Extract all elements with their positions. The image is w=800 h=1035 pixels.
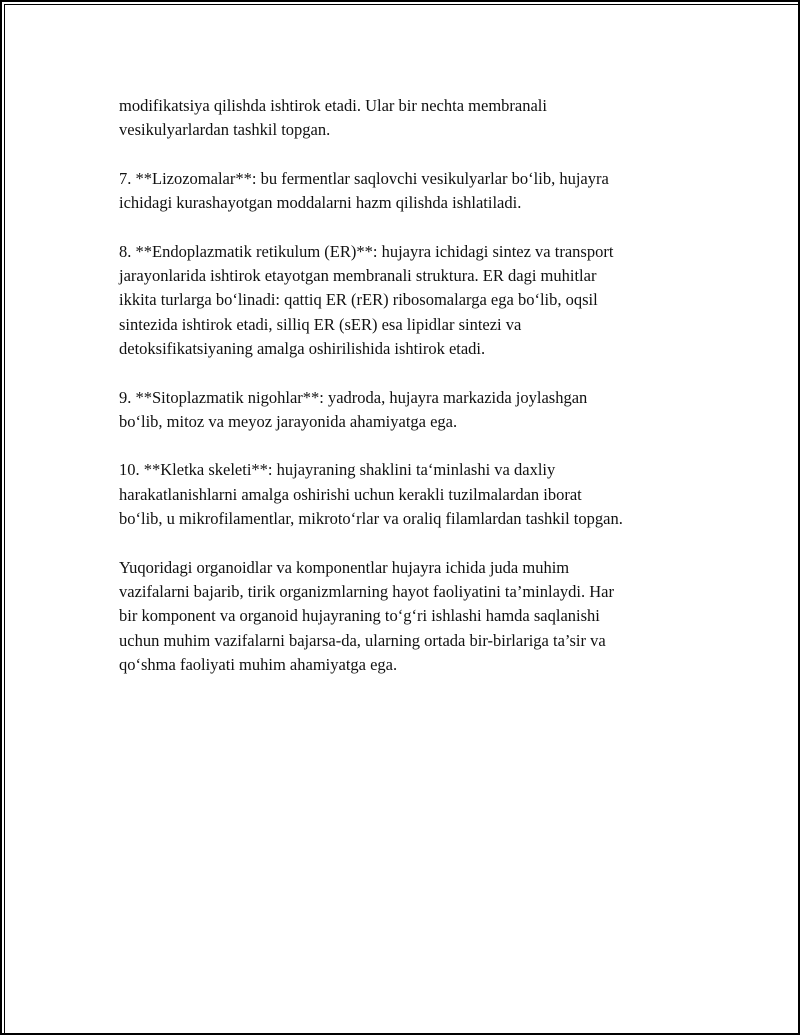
text-line: ichidagi kurashayotgan moddalarni hazm qilishda ishlatiladi. <box>119 193 522 213</box>
text-line: Yuqoridagi organoidlar va komponentlar hujayra ichida juda muhim <box>119 557 570 577</box>
paragraph-cytoplasmic-centrioles <box>119 386 699 435</box>
text-line: bo‘lib, u mikrofilamentlar, mikroto‘rlar va oraliq filamlardan tashkil topgan. <box>119 509 623 529</box>
text-line: qo‘shma faoliyati muhim ahamiyatga ega. <box>119 654 398 674</box>
paragraph-conclusion <box>119 556 699 677</box>
text-line: harakatlanishlarni amalga oshirishi uchun kerakli tuzilmalardan iborat <box>119 484 582 504</box>
text-line: ikkita turlarga bo‘linadi: qattiq ER (rER) ribosomalarga ega bo‘lib, oqsil <box>119 290 598 310</box>
text-line: detoksifikatsiyaning amalga oshirilishida ishtirok etadi. <box>119 338 486 358</box>
text-line: 7. **Lizozomalar**: bu fermentlar saqlovchi vesikulyarlar bo‘lib, hujayra <box>119 168 609 188</box>
text-line: sintezida ishtirok etadi, silliq ER (sER) esa lipidlar sintezi va <box>119 314 522 334</box>
paragraph-cytoskeleton <box>119 458 699 531</box>
text-line: bir komponent va organoid hujayraning to‘g‘ri ishlashi hamda saqlanishi <box>119 606 600 626</box>
text-line: 10. **Kletka skeleti**: hujayraning shaklini ta‘minlashi va daxliy <box>119 460 556 480</box>
document-body <box>119 94 699 701</box>
text-line: modifikatsiya qilishda ishtirok etadi. Ular bir nechta membranali <box>119 96 547 115</box>
text-line: vazifalarni bajarib, tirik organizmlarning hayot faoliyatini ta’minlaydi. Har <box>119 581 614 601</box>
text-line: 8. **Endoplazmatik retikulum (ER)**: hujayra ichidagi sintez va transport <box>119 241 614 261</box>
text-line: uchun muhim vazifalarni bajarsa-da, ularning ortada bir-birlariga ta’sir va <box>119 630 606 650</box>
paragraph-endoplasmic-reticulum <box>119 240 699 361</box>
paragraph-lysosomes <box>119 167 699 216</box>
text-line: vesikulyarlardan tashkil topgan. <box>119 120 331 140</box>
text-line: 9. **Sitoplazmatik nigohlar**: yadroda, hujayra markazida joylashgan <box>119 387 588 407</box>
text-line: bo‘lib, mitoz va meyoz jarayonida ahamiyatga ega. <box>119 411 458 431</box>
text-line: jarayonlarida ishtirok etayotgan membranali struktura. ER dagi muhitlar <box>119 266 597 286</box>
paragraph-golgi-continuation <box>119 94 699 143</box>
